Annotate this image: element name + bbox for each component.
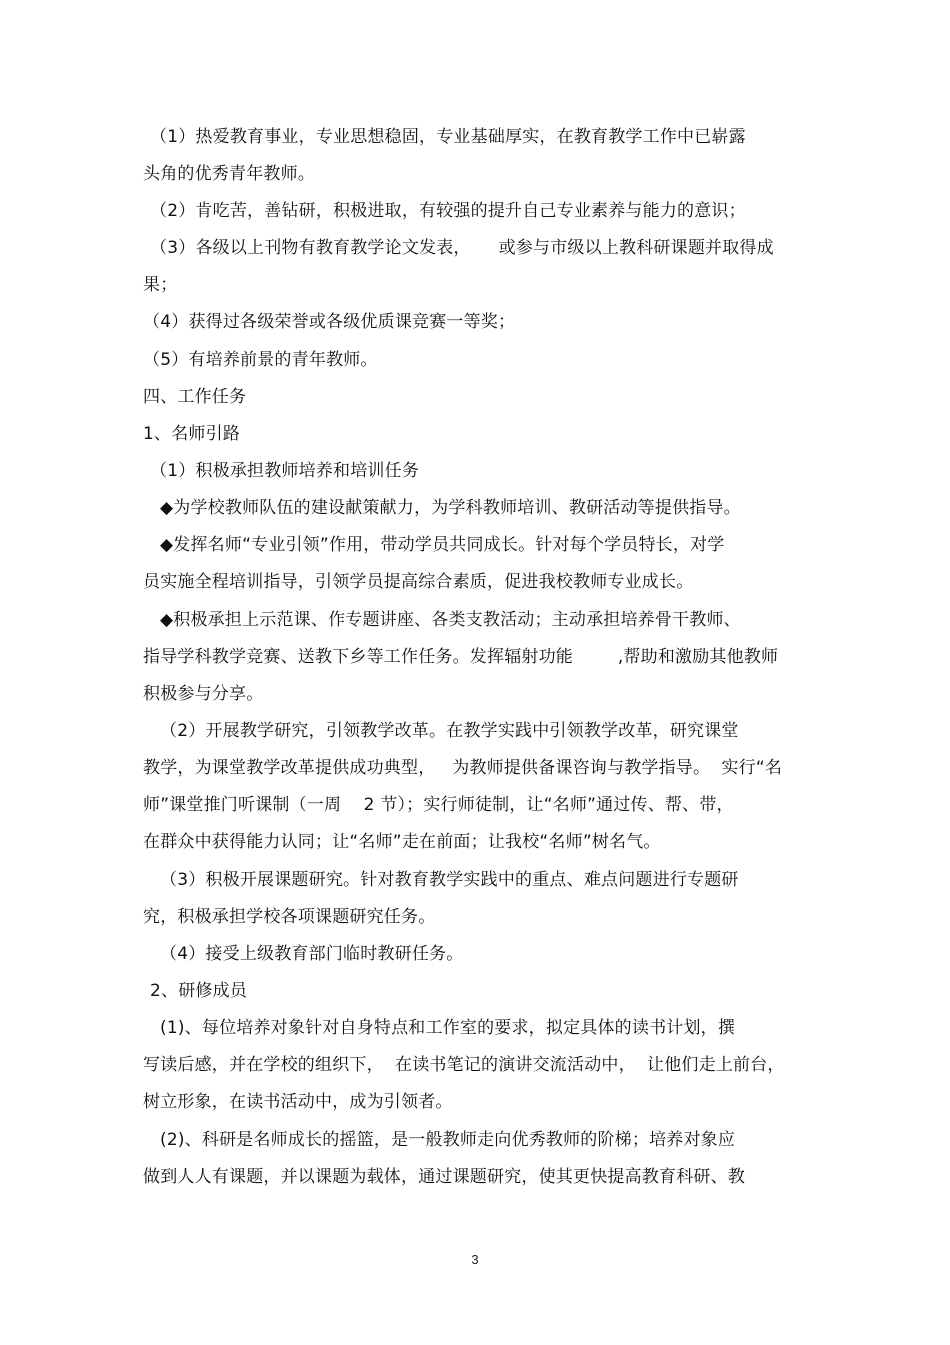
text-line: 积极参与分享。 <box>143 684 264 704</box>
text-line: (1)、每位培养对象针对自身特点和工作室的要求，拟定具体的读书计划，撰 <box>160 1018 736 1038</box>
text-line: (2)、科研是名师成长的摇篮，是一般教师走向优秀教师的阶梯；培养对象应 <box>160 1130 736 1150</box>
text-line: （5）有培养前景的青年教师。 <box>143 350 378 370</box>
page-number: 3 <box>471 1252 479 1267</box>
text-line: 教学，为课堂教学改革提供成功典型， 为教师提供备课咨询与教学指导。 实行“名 <box>143 758 783 778</box>
text-line: 果； <box>143 275 178 295</box>
text-line: （3）各级以上刊物有教育教学论文发表， 或参与市级以上教科研课题并取得成 <box>150 238 774 258</box>
text-line: （2）肯吃苦，善钻研，积极进取，有较强的提升自己专业素养与能力的意识； <box>150 201 746 221</box>
text-line: （3）积极开展课题研究。针对教育教学实践中的重点、难点问题进行专题研 <box>160 870 739 890</box>
text-line: （1）热爱教育事业，专业思想稳固，专业基础厚实，在教育教学工作中已崭露 <box>150 127 746 147</box>
subsection-heading: 2、研修成员 <box>150 981 248 1001</box>
text-line: 究，积极承担学校各项课题研究任务。 <box>143 907 436 927</box>
bullet-line: ◆为学校教师队伍的建设献策献力，为学科教师培训、教研活动等提供指导。 <box>160 498 741 518</box>
text-line: 树立形象，在读书活动中，成为引领者。 <box>143 1092 453 1112</box>
bullet-line: ◆发挥名师“专业引领”作用，带动学员共同成长。针对每个学员特长，对学 <box>160 535 725 555</box>
text-line: （2）开展教学研究，引领教学改革。在教学实践中引领教学改革，研究课堂 <box>160 721 739 741</box>
text-line: 头角的优秀青年教师。 <box>143 164 315 184</box>
section-heading: 四、工作任务 <box>143 387 247 407</box>
text-line: 指导学科教学竞赛、送教下乡等工作任务。发挥辐射功能 ,帮助和激励其他教师 <box>143 647 779 667</box>
text-line: （4）获得过各级荣誉或各级优质课竞赛一等奖； <box>143 312 516 332</box>
text-line: 写读后感，并在学校的组织下， 在读书笔记的演讲交流活动中， 让他们走上前台， <box>143 1055 785 1075</box>
text-line: （4）接受上级教育部门临时教研任务。 <box>160 944 464 964</box>
text-line: （1）积极承担教师培养和培训任务 <box>150 461 420 481</box>
text-line: 员实施全程培训指导，引领学员提高综合素质，促进我校教师专业成长。 <box>143 572 694 592</box>
text-line: 做到人人有课题，并以课题为载体，通过课题研究，使其更快提高教育科研、教 <box>143 1167 745 1187</box>
text-line: 在群众中获得能力认同；让“名师”走在前面；让我校“名师”树名气。 <box>143 832 661 852</box>
text-line: 师”课堂推门听课制（一周 2 节）；实行师徒制，让“名师”通过传、帮、带， <box>143 795 734 815</box>
subsection-heading: 1、名师引路 <box>143 424 241 444</box>
bullet-line: ◆积极承担上示范课、作专题讲座、各类支教活动；主动承担培养骨干教师、 <box>160 610 741 630</box>
